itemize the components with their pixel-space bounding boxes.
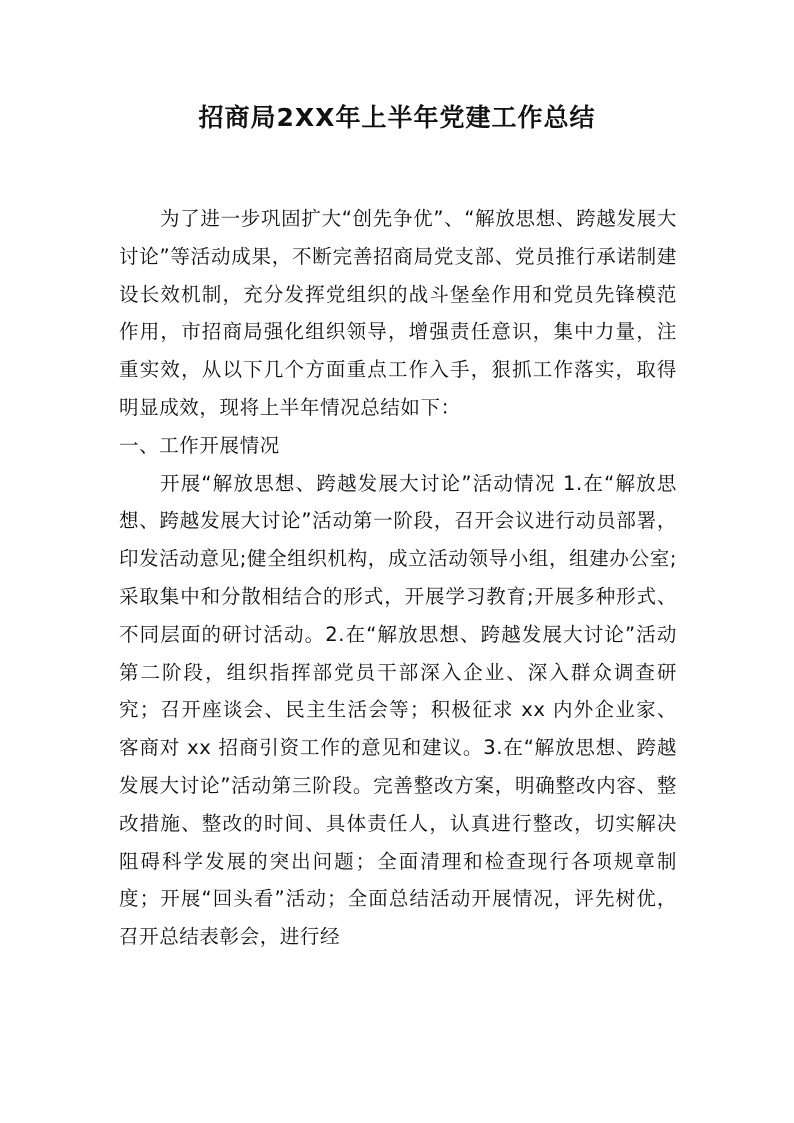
activity-paragraph: 开展“解放思想、跨越发展大讨论”活动情况 1.在“解放思想、跨越发展大讨论”活动第一阶段，召开会议进行动员部署，印发活动意见;健全组织机构，成立活动领导小组，组建办公室;采取集中和分散相结合的形式，开展学习教育;开展多种形式、不同层面的研讨活动。2.在“解放思想、跨越发展大讨论”活动第二阶段，组织指挥部党员干部深入企业、深入群众调查研究；召开座谈会、民主生活会等；积极征求 xx 内外企业家、客商对 xx 招商引资工作的意见和建议。3.在“解放思想、跨越发展大讨论”活动第三阶段。完善整改方案，明确整改内容、整改措施、整改的时间、具体责任人，认真进行整改，切实解决阻碍科学发展的突出问题；全面清理和检查现行各项规章制度；开展“回头看”活动；全面总结活动开展情况，评先树优，召开总结表彰会，进行经 — [119, 471, 677, 949]
section-heading: 一、工作开展情况 — [119, 433, 280, 457]
intro-paragraph: 为了进一步巩固扩大“创先争优”、“解放思想、跨越发展大讨论”等活动成果，不断完善招商局党支部、党员推行承诺制建设长效机制，充分发挥党组织的战斗堡垒作用和党员先锋模范作用，市招商局强化组织领导，增强责任意识，集中力量，注重实效，从以下几个方面重点工作入手，狠抓工作落实，取得明显成效，现将上半年情况总结如下： — [119, 207, 677, 419]
document-title: 招商局2XX年上半年党建工作总结 — [198, 103, 596, 132]
document-body — [119, 200, 677, 956]
